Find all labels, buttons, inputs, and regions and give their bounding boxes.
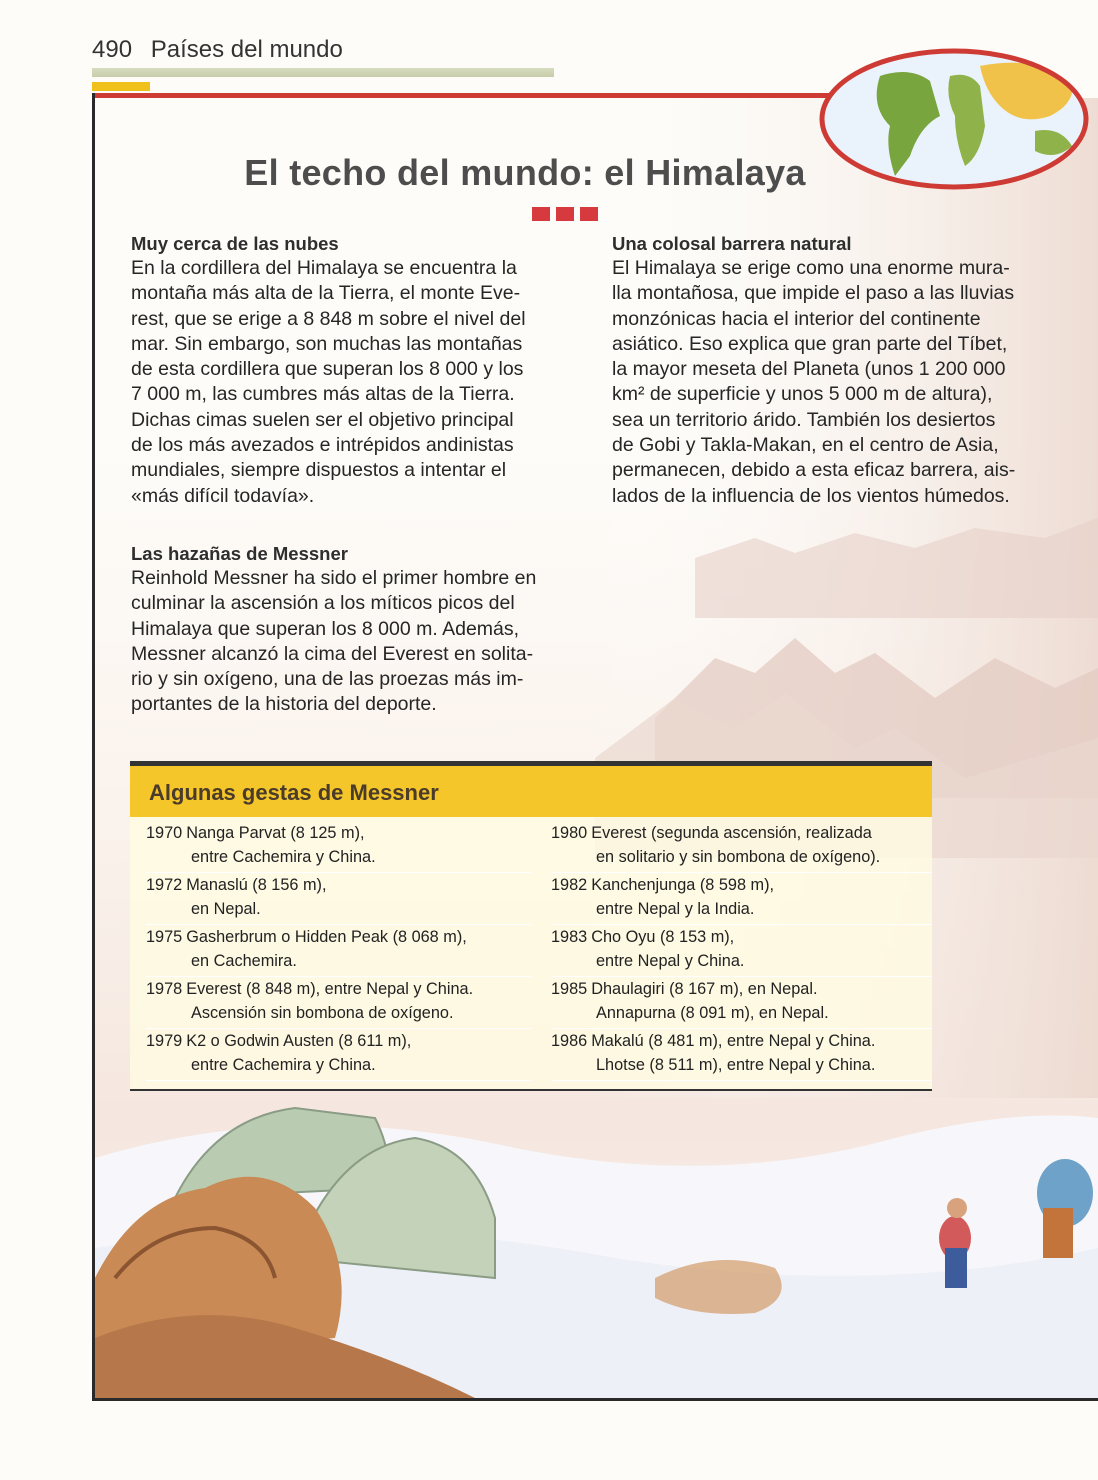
entry-text: entre Cachemira y China. [191,1056,376,1074]
entry-text: Kanchenjunga (8 598 m), [591,876,775,894]
entry-year: 1970 [146,824,183,842]
section-line: Messner alcanzó la cima del Everest en solita- [131,642,534,665]
entry-year: 1978 [146,980,183,998]
section-line: rio y sin oxígeno, una de las proezas más im- [131,668,524,691]
section-line: asiático. Eso explica que gran parte del Tíbet, [612,332,1008,355]
section-line: En la cordillera del Himalaya se encuentra la [131,257,517,279]
entry-text: en Nepal. [191,900,261,918]
section-line: Himalaya que superan los 8 000 m. Además, [131,617,520,640]
section-line: lla montañosa, que impide el paso a las lluvias [612,282,1015,305]
frame-left-rule [92,93,95,1400]
page-header [92,36,343,64]
section-line: permanecen, debido a esta eficaz barrera, ais- [612,459,1016,482]
table-body [130,817,932,1091]
messner-feats-table [130,761,932,1091]
section-heading: Muy cerca de las nubes [131,233,339,254]
section-line: rest, que se erige a 8 848 m sobre el nivel del [131,307,526,330]
section-muy-cerca [131,232,571,509]
section-line: de Gobi y Takla-Makan, en el centro de Asia, [612,434,999,457]
entry-text: entre Cachemira y China. [191,848,376,866]
table-entry [551,821,932,873]
table-entry [146,977,531,1029]
entry-text: Everest (segunda ascensión, realizada [591,824,872,842]
section-line: la mayor meseta del Planeta (unos 1 200 000 [612,358,1006,381]
section-line: portantes de la historia del deporte. [131,693,437,716]
frame-bottom-rule [92,1398,1098,1401]
section-line: Dichas cimas suelen ser el objetivo principal [131,408,514,431]
table-column-left [130,817,531,1089]
entry-year: 1982 [551,876,588,894]
entry-text: Gasherbrum o Hidden Peak (8 068 m), [186,928,467,946]
section-line: montaña más alta de la Tierra, el monte Eve- [131,282,521,305]
entry-text: en solitario y sin bombona de oxígeno). [596,848,881,866]
entry-text: Nanga Parvat (8 125 m), [186,824,365,842]
section-heading: Las hazañas de Messner [131,543,348,564]
table-entry [551,925,932,977]
section-line: sea un territorio árido. También los desiertos [612,408,996,431]
section-title: Países del mundo [150,36,343,63]
entry-text: Makalú (8 481 m), entre Nepal y China. [591,1032,876,1050]
entry-text: entre Nepal y la India. [596,900,755,918]
table-header [130,761,932,817]
entry-text: entre Nepal y China. [596,952,745,970]
entry-text: Annapurna (8 091 m), en Nepal. [596,1004,829,1022]
section-line: culminar la ascensión a los míticos picos del [131,592,515,615]
table-entry [551,1029,932,1081]
entry-year: 1983 [551,928,588,946]
entry-text: Cho Oyu (8 153 m), [591,928,735,946]
section-line: «más difícil todavía». [131,484,315,507]
section-line: lados de la influencia de los vientos húmedos. [612,484,1010,507]
section-line: El Himalaya se erige como una enorme mura- [612,257,1010,279]
section-line: km² de superficie y unos 5 000 m de altura), [612,383,993,406]
section-hazanas-messner [131,542,581,718]
section-line: Reinhold Messner ha sido el primer hombre en [131,567,537,589]
entry-year: 1979 [146,1032,183,1050]
entry-text: Manaslú (8 156 m), [186,876,327,894]
section-line: 7 000 m, las cumbres más altas de la Tierra. [131,383,515,406]
section-heading: Una colosal barrera natural [612,233,852,254]
section-line: de esta cordillera que superan los 8 000 y los [131,358,524,381]
entry-text: Dhaulagiri (8 167 m), en Nepal. [591,980,818,998]
entry-year: 1986 [551,1032,588,1050]
entry-text: K2 o Godwin Austen (8 611 m), [186,1032,412,1050]
section-line: de los más avezados e intrépidos andinistas [131,434,514,457]
entry-year: 1975 [146,928,183,946]
table-entry [146,925,531,977]
entry-year: 1985 [551,980,588,998]
table-entry [551,873,932,925]
table-entry [146,873,531,925]
page-title: El techo del mundo: el Himalaya [244,152,806,193]
entry-text: en Cachemira. [191,952,297,970]
header-rule-yellow [92,82,150,91]
table-entry [146,821,531,873]
section-line: mundiales, siempre dispuestos a intentar el [131,459,507,482]
entry-text: Ascensión sin bombona de oxígeno. [191,1004,454,1022]
section-barrera-natural [612,232,1052,509]
table-entry [146,1029,531,1081]
title-ornament [532,207,598,221]
entry-text: Lhotse (8 511 m), entre Nepal y China. [596,1056,876,1074]
table-entry [551,977,932,1029]
table-title: Algunas gestas de Messner [149,780,439,805]
section-line: mar. Sin embargo, son muchas las montañas [131,332,523,355]
entry-year: 1980 [551,824,588,842]
page-number: 490 [92,36,133,63]
section-line: monzónicas hacia el interior del continente [612,307,981,330]
header-rule-green [92,68,554,77]
table-column-right [531,817,932,1089]
entry-text: Everest (8 848 m), entre Nepal y China. [186,980,474,998]
entry-year: 1972 [146,876,183,894]
